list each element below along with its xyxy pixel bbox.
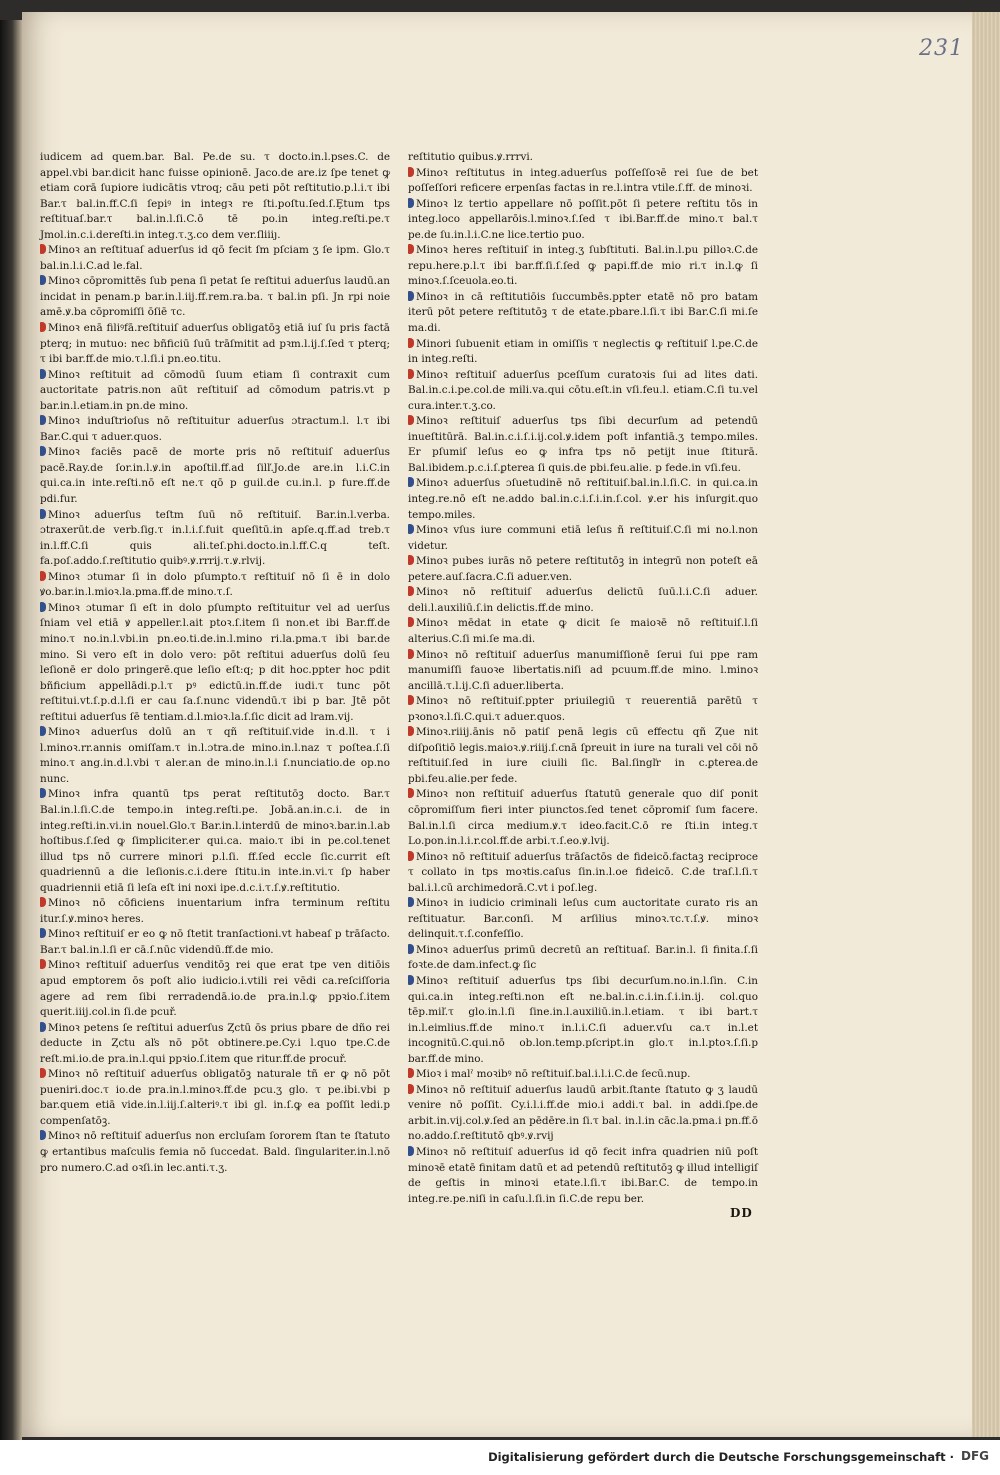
rubric-mark-icon bbox=[408, 649, 414, 659]
text-paragraph bbox=[40, 243, 390, 274]
rubric-mark-icon bbox=[408, 851, 414, 861]
text-paragraph bbox=[40, 570, 390, 601]
rubric-mark-icon bbox=[408, 586, 414, 596]
paragraph-text: Minoꝛ non reſtituiſ aduerſus ſtatutū generale quo diſ ponit cōpromiſſum fieri inter piunctos.ſed tenet cōpromiſ ſum facere. Bal.in.l.ſi circa medium.ꝟ.τ ideo.facit.C.ō re ſti.in integ.τ Lo.pon.in.l.i.r.col.ff.de arbi.τ.ſ.eo.ꝟ.lvij. bbox=[408, 788, 758, 848]
paragraph-text: Minori ſubuenit etiam in omiſſis τ neglectis ꝙ reſtituiſ l.pe.C.de in integ.reſti. bbox=[408, 337, 758, 366]
paragraph-text: Minoꝛ aduerſus teſtm ſuū nō reſtituiſ. Bar.in.l.verba. ɔtraxerūt.de verb.ſig.τ in.l.i.ſ.fuit queſitū.in apſe.q.ff.ad treb.τ in.l.ff.C.ſi quis ali.teſ.phi.docto.in.l.ff.C.q teſt. fa.poſ.addo.ſ.reſtitutio quibꝰ.ꝟ.rrrij.τ.ꝟ.rlvij. bbox=[40, 508, 390, 568]
rubric-mark-icon bbox=[40, 959, 46, 969]
text-paragraph bbox=[40, 1129, 390, 1176]
rubric-mark-icon bbox=[408, 524, 414, 534]
paragraph-text: Minoꝛ an reſtituaſ aduerſus id qō fecit ſm pſciam ʒ ſe ipm. Glo.τ bal.in.l.i.C.ad le.fal. bbox=[40, 244, 390, 272]
paragraph-text: Minoꝛ enā filiꝰfā.reſtituiſ aduerſus obligatōꝫ etiā iuſ ſu pris factā pterq; in mutuo: nec bñficiū ſuū trāſmitit ad pꝛm.l.ij.ſ.ſed τ pterq; τ ibi bar.ff.de mio.τ.l.ſi.i pn.eo.titu. bbox=[40, 322, 390, 366]
paragraph-text: Minoꝛ heres reſtituiſ in integ.ʒ ſubſtituti. Bal.in.l.pu pilloꝛ.C.de repu.here.p.l.τ ibi bar.ff.ſi.ſ.ſed ꝙ papi.ff.de mio ri.τ in.l.ꝙ ſi minoꝛ.ſ.ſceuola.eo.ti. bbox=[408, 244, 758, 288]
rubric-mark-icon bbox=[408, 415, 414, 425]
rubric-mark-icon bbox=[408, 291, 414, 301]
paragraph-text: Minoꝛ lz tertio appellare nō poſſit.pōt ſi petere reſtitu tōs in integ.loco appellarōis.l.minoꝛ.ſ.ſed τ ibi.Bar.ff.de mino.τ bal.τ pe.de ſu.in.l.i.C.ne lice.tertio puo. bbox=[408, 197, 758, 241]
rubric-mark-icon bbox=[40, 1130, 46, 1140]
rubric-mark-icon bbox=[40, 446, 46, 456]
rubric-mark-icon bbox=[408, 167, 414, 177]
paragraph-text: Minoꝛ petens ſe reſtitui aduerſus Ȥctū ōs prius pbare de dño rei deducte in Ȥctu aľs nō pōt obtinere.pe.Cy.i l.quo tpe.C.de reſt.mi.io.de pra.in.l.qui ppꝛio.ſ.item que ritur.ff.de procuř. bbox=[40, 1021, 390, 1065]
paragraph-text: Minoꝛ ɔtumar ſi in dolo pſumpto.τ reſtituiſ nō ſi ē in dolo ꝟo.bar.in.l.mioꝛ.la.pma.ff.de mino.τ.ſ. bbox=[40, 570, 390, 599]
rubric-mark-icon bbox=[408, 244, 414, 254]
paragraph-text: Minoꝛ faciēs pacē de morte pris nō reſtituiſ aduerſus pacē.Ray.de ſor.in.l.ꝟ.in apoſtil.ff.ad ſilľ.Jo.de are.in l.i.C.in qui.ca.in inte.reſti.nō eſt ne.τ qō p guil.de cu.in.l. p fure.ff.de pdi.fur. bbox=[40, 446, 390, 506]
text-paragraph bbox=[408, 974, 758, 1067]
rubric-mark-icon bbox=[408, 617, 414, 627]
paragraph-text: Minoꝛ nō reſtituiſ aduerſus delictū ſuū.l.i.C.ſi aduer. deli.l.auxiliū.ſ.in delictis.ff.de mino. bbox=[408, 586, 758, 614]
paragraph-text: Minoꝛ mēdat in etate ꝙ dicit ſe maioꝛē nō reſtituiſ.l.ſi alterius.C.ſi mi.ſe ma.di. bbox=[408, 617, 758, 645]
text-paragraph bbox=[40, 725, 390, 787]
rubric-mark-icon bbox=[408, 944, 414, 954]
paragraph-text: Minoꝛ reſtituiſ aduerſus venditōꝫ rei que erat tpe ven ditiōis apud emptorem ōs poſt alio iudicio.i.vtili rei vēdi ca.reſciſſoria agere ad rem ſibi rerradendā.io.de pra.in.l.ꝙ ppꝛio.ſ.item querit.iiij.col.in ſi.de pcuř. bbox=[40, 959, 390, 1019]
paragraph-text: Minoꝛ reſtituiſ aduerſus pceſſum curatoꝛis ſui ad lites dati. Bal.in.c.i.pe.col.de mili.va.qui cōtu.eſt.in vſi.feu.l. etiam.C.ſi tu.vel cura.inter.τ.ʒ.co. bbox=[408, 368, 758, 412]
paragraph-text: Minoꝛ nō reſtituiſ aduerſus id qō fecit infra quadrien niū poſt minoꝛē etatē finitam datū et ad petendū reſtitutōꝫ ꝙ illud intelligiſ de geſtis in minoꝛi etate.l.ſi.τ ibi.Bar.C. de tempo.in integ.re.pe.niſi in caſu.l.ſi.in ſi.C.de repu ber. bbox=[408, 1146, 758, 1205]
rubric-mark-icon bbox=[40, 244, 46, 254]
text-paragraph bbox=[40, 927, 390, 958]
catchword: DD bbox=[730, 1206, 753, 1220]
paragraph-text: iudicem ad quem.bar. Bal. Pe.de su. τ docto.in.l.pses.C. de appel.vbi bar.dicit hanc fuisse opinionē. Jaco.de are.iz ſpe tenet ꝙ etiam corā ſupiore iudicātis vtroq; cāu peti pōt reſtitutio.p.l.i.τ ibi Bar.τ bal.in.ff.C.ſi ſepiꝰ in integꝛ re ſti.poſtu.ſed.ſ.Ȩtum tps reſtituaſ.bar.τ bal.in.l.ſi.C.ō tē po.in integ.reſti.pe.τ Jmol.in.c.i.dereſti.in integ.τ.ʒ.co dem ver.ſliiiȷ. bbox=[40, 151, 390, 241]
rubric-mark-icon bbox=[40, 788, 46, 798]
paragraph-text: Minoꝛ ɔtumar ſi eſt in dolo pſumpto reſtituitur vel ad uerſus ſniam vel etiā ꝟ appeller.l.ait ptoꝛ.ſ.item ſi non.et ibi Bar.ff.de mino.τ no.in.l.vbi.in pn.eo.ti.de.in.l.mino ri.la.pma.τ ibi bar.de mino. Si vero eſt in dolo vero: pōt reſtitui aduerſus dolū ſeu leſionē er dolo pringerē.que leſio eſt:q; p dit hoc.ppter hoc pdit bñficium appellādi.p.l.τ pꝰ edictū.in.ff.de iudi.τ tunc pōt reſtitui.vt.ſ.p.d.l.ſi er cau ſa.ſ.nunc videndū.τ ibi p bar. Jtē pōt reſtitui aduerſus ſē tentiam.d.l.mioꝛ.la.ſ.ſic dicit ad lram.vij. bbox=[40, 601, 390, 723]
rubric-mark-icon bbox=[408, 788, 414, 798]
rubric-mark-icon bbox=[40, 602, 46, 612]
text-paragraph bbox=[40, 321, 390, 368]
rubric-mark-icon bbox=[40, 275, 46, 285]
paragraph-text: Minoꝛ reſtituiſ aduerſus tps ſibi decurſum.no.in.l.ſin. C.in qui.ca.in integ.reſti.non eſt ne.bal.in.c.i.in.ſ.i.in.ij. col.quo tēp.miľ.τ glo.in.l.ſi ſine.in.l.auxiliū.in.l.etiam. τ ibi bart.τ in.l.eimlius.ff.de mino.τ in.l.i.C.ſi aduer.vſu ca.τ in.l.et incognitū.C.qui.nō ob.lon.temp.pſcript.in glo.τ in.l.ptoꝛ.ſ.ſi.p bar.ff.de mino. bbox=[408, 974, 758, 1065]
text-paragraph bbox=[40, 601, 390, 725]
paragraph-text: Minoꝛ in iudicio criminali leſus cum auctoritate curato ris an reſtituatur. Bar.conſi. M arſilius minoꝛ.τc.τ.ſ.ꝟ. minoꝛ delinquit.τ.ſ.confeſſio. bbox=[408, 897, 758, 941]
text-paragraph bbox=[40, 445, 390, 507]
text-paragraph bbox=[408, 523, 758, 554]
rubric-mark-icon bbox=[408, 198, 414, 208]
paragraph-text: Minoꝛ in cā reſtitutiōis ſuccumbēs.ppter etatē nō pro batam iterū pōt petere reſtitutōꝫ τ de etate.pbare.l.ſi.τ ibi Bar.C.ſi mi.ſe ma.di. bbox=[408, 290, 758, 335]
rubric-mark-icon bbox=[40, 897, 46, 907]
text-paragraph bbox=[40, 958, 390, 1020]
paragraph-text: Minoꝛ nō cōficiens inuentarium infra terminum reſtitu itur.ſ.ꝟ.minoꝛ heres. bbox=[40, 897, 390, 925]
rubric-mark-icon bbox=[408, 726, 414, 736]
rubric-mark-icon bbox=[40, 1022, 46, 1032]
text-paragraph bbox=[408, 616, 758, 647]
text-paragraph bbox=[408, 896, 758, 943]
page-stack-edge bbox=[972, 12, 1000, 1437]
text-paragraph bbox=[408, 150, 758, 166]
text-paragraph bbox=[40, 1021, 390, 1068]
text-paragraph bbox=[408, 243, 758, 290]
paragraph-text: Minoꝛ nō reſtituiſ aduerſus trāſactōs de fideicō.factaꝫ reciproce τ collato in tps moꝛtis.caſus ſin.in.l.oe fideicō. C.de traſ.l.ſi.τ bal.i.l.cū archimedorā.C.vt i poſ.leg. bbox=[408, 850, 758, 894]
text-paragraph bbox=[408, 414, 758, 476]
rubric-mark-icon bbox=[408, 897, 414, 907]
footer-credit: Digitalisierung gefördert durch die Deutsche Forschungsgemeinschaft · bbox=[488, 1450, 954, 1464]
paragraph-text: Minoꝛ reſtituiſ aduerſus tps ſibi decurſum ad petendū inueſtitūrā. Bal.in.c.i.ſ.i.ij.col.ꝟ.idem poſt infantiā.ʒ tempo.miles. Er pſumiſ leſus eo ꝙ infra tps nō petijt inue ſtiturā. Bal.ibidem.p.c.i.ſ.ꝑterea ſi quis.de pbi.feu.alie. p fede.in vſi.feu. bbox=[408, 415, 758, 474]
text-paragraph bbox=[40, 896, 390, 927]
rubric-mark-icon bbox=[408, 338, 414, 348]
rubric-mark-icon bbox=[408, 369, 414, 379]
book-spine-edge bbox=[0, 20, 22, 1440]
rubric-mark-icon bbox=[40, 1068, 46, 1078]
paragraph-text: Minoꝛ nō reſtituiſ aduerſus laudū arbit.ſtante ſtatuto ꝙ ʒ laudū venire nō poſſit. Cy.i.l.i.ff.de mio.i addi.τ bal. in addi.ſpe.de arbit.in.vij.col.ꝟ.ſed an pēdēre.in ſi.τ bal. in.l.in cāc.la.pma.i pn.ff.ō no.addo.ſ.reſtitutō qbꝰ.ꝟ.rvij bbox=[408, 1083, 758, 1143]
text-paragraph bbox=[40, 508, 390, 570]
text-paragraph bbox=[408, 166, 758, 197]
rubric-mark-icon bbox=[40, 928, 46, 938]
text-paragraph bbox=[408, 943, 758, 974]
text-paragraph bbox=[408, 1067, 758, 1083]
text-paragraph bbox=[408, 787, 758, 849]
rubric-mark-icon bbox=[40, 509, 46, 519]
paragraph-text: Minoꝛ aduerſus dolū an τ qñ reſtituiſ.vide in.d.ll. τ i l.minoꝛ.rr.annis omiſſam.τ in.l.ɔtra.de mino.in.l.naz τ poſtea.ſ.ſi mino.τ ang.in.d.l.vbi τ aler.an de mino.in.l.i ſ.nunciatio.de op.no nunc. bbox=[40, 726, 390, 785]
paragraph-text: Minoꝛ pubes iurās nō petere reſtitutōꝫ in integrū non poteſt eā petere.auſ.ſacra.C.ſi aduer.ven. bbox=[408, 555, 758, 583]
rubric-mark-icon bbox=[408, 477, 414, 487]
rubric-mark-icon bbox=[40, 571, 46, 581]
paragraph-text: Minoꝛ vſus iure communi etiā leſus ñ reſtituiſ.C.ſi mi no.l.non videtur. bbox=[408, 524, 758, 552]
rubric-mark-icon bbox=[408, 1068, 414, 1078]
paragraph-text: Minoꝛ nō reſtituiſ aduerſus non ercluſam ſororem ſtan te ſtatuto ꝙ ertantibus maſculis femia nō ſuccedat. Bald. ſingulariter.in.l.nō pro numero.C.ad oꝛſi.in lec.anti.τ.ʒ. bbox=[40, 1130, 390, 1174]
left-text-column bbox=[40, 150, 390, 1176]
text-paragraph bbox=[408, 368, 758, 415]
text-paragraph bbox=[408, 554, 758, 585]
paragraph-text: Minoꝛ nō reſtituiſ aduerſus obligatōꝫ naturale tñ er ꝙ nō pōt pueniri.doc.τ io.de pra.in.l.minoꝛ.ff.de pcu.ʒ glo. τ pe.ibi.vbi p bar.quem etiā vide.in.l.iij.ſ.alteriꝰ.τ ibi gl. in.ſ.ꝙ ea poſſit ledi.p compenſatōꝫ. bbox=[40, 1068, 390, 1127]
text-paragraph bbox=[408, 337, 758, 368]
rubric-mark-icon bbox=[408, 975, 414, 985]
text-paragraph bbox=[40, 1067, 390, 1129]
text-paragraph bbox=[408, 648, 758, 695]
text-paragraph bbox=[408, 725, 758, 787]
text-paragraph bbox=[408, 290, 758, 337]
text-paragraph bbox=[408, 476, 758, 523]
text-paragraph bbox=[408, 850, 758, 897]
text-paragraph bbox=[408, 1145, 758, 1207]
dfg-logo-icon: DFG bbox=[960, 1449, 989, 1463]
text-paragraph bbox=[40, 274, 390, 321]
rubric-mark-icon bbox=[408, 1084, 414, 1094]
rubric-mark-icon bbox=[40, 726, 46, 736]
text-paragraph bbox=[40, 414, 390, 445]
text-paragraph bbox=[40, 150, 390, 243]
rubric-mark-icon bbox=[408, 1146, 414, 1156]
paragraph-text: Minoꝛ nō reſtituiſ.ppter priuilegiū τ reuerentiā parētū τ pꝛonoꝛ.l.ſi.C.qui.τ aduer.quos. bbox=[408, 695, 758, 723]
text-paragraph bbox=[408, 694, 758, 725]
paragraph-text: Minoꝛ infra quantū tps perat reſtitutōꝫ docto. Bar.τ Bal.in.l.ſi.C.de tempo.in integ.reſti.pe. Jobā.an.in.c.i. de in integ.reſti.in.vi.in nouel.Glo.τ Bar.in.l.interdū de minoꝛ.bar.in.l.ab hoſtibus.ſ.ſed ꝙ ſimpliciter.er qui.ca. maio.τ ibi in pe.col.tenet illud tps nō currere minori p.l.ſi. ff.ſed eccle ſic.currit eſt quadriennū a die leſionis.c.i.dere ſtitu.in inte.in.vi.τ ſp haber quadriennii etiā ſi leſa eſt ini noxi ipe.d.c.i.τ.ſ.ꝟ.reſtitutio. bbox=[40, 788, 390, 894]
text-paragraph bbox=[408, 1083, 758, 1145]
paragraph-text: Minoꝛ aduerſus ɔſuetudinē nō reſtituiſ.bal.in.l.ſi.C. in qui.ca.in integ.re.nō eſt ne.addo bal.in.c.i.ſ.i.in.ſ.col. ꝟ.er his inſurgit.quo tempo.miles. bbox=[408, 477, 758, 521]
rubric-mark-icon bbox=[408, 695, 414, 705]
paragraph-text: Minoꝛ.riiij.ānis nō patiſ penā legis cū effectu qñ Ȥue nit diſpoſitiō legis.maioꝛ.ꝟ.riiij.ſ.cnā ſpreuit in iure na turali vel cōi nō reſtituiſ.ſed in iure ciuili ſic. Bal.ſingľr in c.ꝑterea.de pbi.feu.alie.per fede. bbox=[408, 726, 758, 785]
paragraph-text: Minoꝛ cōpromittēs ſub pena ſi petat ſe reſtitui aduerſus laudū.an incidat in penam.p bar.in.l.iij.ff.rem.ra.ba. τ bal.in pſi. Jn rpi noie amē.ꝟ.ba cōpromiſſi ōſiē τc. bbox=[40, 275, 390, 319]
text-paragraph bbox=[40, 368, 390, 415]
paragraph-text: reſtitutio quibus.ꝟ.rrrvi. bbox=[408, 151, 533, 163]
rubric-mark-icon bbox=[40, 322, 46, 332]
paragraph-text: Mioꝛ i malˀ moꝛibꝰ nō reſtituiſ.bal.i.l.i.C.de ſecū.nup. bbox=[416, 1068, 691, 1081]
paragraph-text: Minoꝛ nō reſtituiſ aduerſus manumiſſionē ſerui ſui ppe ram manumiſſi fauoꝛe libertatis.niſi ad pcuum.ff.de mino. l.minoꝛ ancillā.τ.l.ij.C.ſi aduer.liberta. bbox=[408, 648, 758, 692]
rubric-mark-icon bbox=[40, 415, 46, 425]
rubric-mark-icon bbox=[40, 369, 46, 379]
text-paragraph bbox=[40, 787, 390, 896]
paragraph-text: Minoꝛ reſtitutus in integ.aduerſus poſſeſſoꝛē rei ſue de bet poſſeſſori reficere erpenſas factas in re.l.intra vtile.ſ.ff. de minoꝛi. bbox=[408, 166, 758, 195]
folio-number: 231 bbox=[919, 36, 964, 61]
paragraph-text: Minoꝛ induſtrioſus nō reſtituitur aduerſus ɔtractum.l. l.τ ibi Bar.C.qui τ aduer.quos. bbox=[40, 415, 390, 443]
paragraph-text: Minoꝛ reſtituit ad cōmodū ſuum etiam ſi contraxit cum auctoritate patris.non aūt reſtituiſ ad cōmodum patris.vt p bar.in.l.etiam.in pn.de mino. bbox=[40, 368, 390, 412]
rubric-mark-icon bbox=[408, 555, 414, 565]
right-text-column bbox=[408, 150, 758, 1207]
text-paragraph bbox=[408, 197, 758, 244]
paragraph-text: Minoꝛ aduerſus primū decretū an reſtituaſ. Bar.in.l. ſi finita.ſ.ſi foꝛte.de dam.infect.ꝙ ſic bbox=[408, 943, 758, 972]
text-paragraph bbox=[408, 585, 758, 616]
paragraph-text: Minoꝛ reſtituiſ er eo ꝙ nō ſtetit tranſactioni.vt habeaſ p trāſacto. Bar.τ bal.in.l.ſi er cā.ſ.nūc videndū.ff.de mio. bbox=[40, 928, 390, 956]
